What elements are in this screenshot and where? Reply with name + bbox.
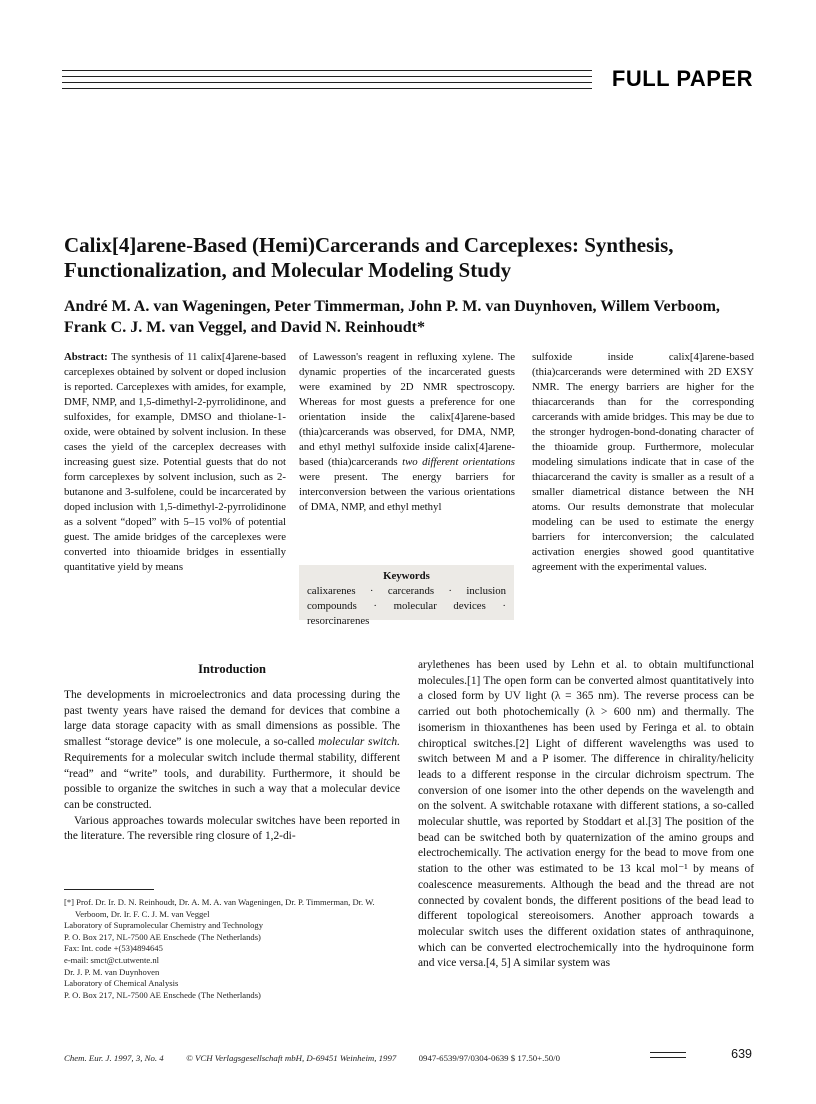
abstract-text-1: The synthesis of 11 calix[4]arene-based carceplexes obtained by solvent or doped inclusion is reported. Carceplexes with amides, for example, DMF, NMP, and 1,5-dimethyl-2-pyrrolidinone, and sulfoxides, for example, DMSO and thiolane-1-oxide, were obtained by solvent inclusion. In these cases the yield of the carceplex decreases with increasing guest size. Potential guests that do not form carceplexes by solvent inclusion, such as 2-butanone and 3-sulfolene, could be incarcerated by doped inclusion with 1,5-dimethyl-2-pyrrolidinone as a solvent “doped” with 5–15 vol% of potential guest. The amide bridges of the carceplexes were converted into thioamide bridges in essentially quantitative yield by means [64,351,286,573]
header-rule-3 [62,82,592,83]
intro-left-column [64,688,400,845]
footnote-line-1: [*] Prof. Dr. Ir. D. N. Reinhoudt, Dr. A. M. A. van Wageningen, Dr. P. Timmerman, Dr. W. Verboom, Dr. Ir. F. C. J. M. van Veggel [64,897,375,919]
author-footnote [64,897,400,1001]
header-rule-1 [62,70,592,71]
page-footer [64,1053,754,1063]
footnote-line-6: Dr. J. P. M. van Duynhoven [64,966,160,977]
keywords-list: calixarenes · carcerands · inclusion compounds · molecular devices · resorcinarenes [307,585,506,627]
abstract-text-3: sulfoxide inside calix[4]arene-based (thia)carcerands were determined with 2D EXSY NMR. The energy barriers are higher for the thiacarcerands than for the corresponding carcerands with amide bridges. This may be due to the stronger hydrogen-bond-donating character of the thioamide group. Furthermore, molecular modeling simulations indicate that in case of the thiacarcerand the cavity is smaller as a result of a smaller diametrical distance between the NH atoms. Our results demonstrate that molecular modeling can be used to estimate the energy barriers for interconversion; the calculated activation energies showed good quantitative agreement with the experimental values. [532,351,754,573]
intro-left-p1b: Requirements for a molecular switch include thermal stability, different “read” and “write” tools, and durability. Furthermore, it should be possible to organize the switches in such a way that a molecular device can be constructed. [64,751,400,811]
footnote-line-5: e-mail: smct@ct.utwente.nl [64,954,160,965]
section-header-label: FULL PAPER [611,66,753,91]
footnote-line-8: P. O. Box 217, NL-7500 AE Enschede (The Netherlands) [64,989,261,1000]
abstract-column-3 [532,350,754,575]
footnote-rule [64,889,154,890]
intro-left-p1-italic: molecular switch. [318,736,400,749]
intro-left-p2: Various approaches towards molecular switches have been reported in the literature. The reversible ring closure of 1,2-di- [64,814,400,843]
footnote-line-3: P. O. Box 217, NL-7500 AE Enschede (The Netherlands) [64,931,261,942]
intro-right-column [418,658,754,972]
footer-journal: Chem. Eur. J. 1997, 3, No. 4 [64,1053,164,1063]
abstract-text-2-italic: two different orientations [402,456,515,468]
abstract-text-2a: of Lawesson's reagent in refluxing xylene. The dynamic properties of the incarcerated guests were examined by 2D NMR spectroscopy. Whereas for most guests a preference for one orientation inside the calix[4]arene-based (thia)carcerands was observed, for DMA, NMP, and ethyl methyl sulfoxide inside calix[4]arene-based (thia)carcerands [299,351,515,468]
footnote-line-7: Laboratory of Chemical Analysis [64,978,179,989]
page-number: 639 [731,1047,752,1061]
abstract-column-1 [64,350,286,575]
abstract-label: Abstract: [64,351,108,363]
footnote-line-2: Laboratory of Supramolecular Chemistry and Technology [64,920,263,931]
footnote-line-4: Fax: Int. code +(53)4894645 [64,943,163,954]
introduction-heading: Introduction [198,662,266,676]
keywords-title: Keywords [383,570,430,582]
header-rule-2 [62,76,592,77]
keywords-box [299,565,514,627]
footer-code: 0947-6539/97/0304-0639 $ 17.50+.50/0 [418,1053,560,1063]
intro-right-text: arylethenes has been used by Lehn et al. to obtain multifunctional molecules.[1] The open form can be converted almost quantitatively into a closed form by UV light (λ = 365 nm). The reverse process can be carried out both photochemically (λ > 600 nm) and thermally. The isomerism in thioxanthenes has been used by Feringa et al. to obtain chiroptical switches.[2] Light of different wavelengths was used to switch between M and a P isomer. The difference in chirality/helicity leads to a different response in the circular dichroism spectrum. The conversion of one isomer into the other depends on the wavelength and on the solvent. A switchable rotaxane with different stations, a so-called molecular shuttle, was reported by Stoddart et al.[3] The position of the bead can be switched both by quaternization of the amino groups and electrochemically. The activation energy for the bead to move from one station to the other was estimated to be 13 kcal mol⁻¹ by means of coalescence measurements. Although the bead and the thread are not connected by covalent bonds, the different positions of the bead lead to different topological stereoisomers. Another approach towards a molecular switch uses the different oxidation states of anthraquinone, which can be converted electrochemically into the hydroquinone form and vice versa.[4, 5] A similar system was [418,659,754,970]
article-title: Calix[4]arene-Based (Hemi)Carcerands and Carceplexes: Synthesis, Functionalization, and Molecular Modeling Study [64,233,674,282]
abstract-text-2b: were present. The energy barriers for interconversion between the various orientations of DMA, NMP, and ethyl methyl [299,471,515,513]
header-rule-4 [62,88,592,89]
footer-publisher: © VCH Verlagsgesellschaft mbH, D-69451 Weinheim, 1997 [186,1053,397,1063]
intro-left-p1a: The developments in microelectronics and data processing during the past twenty years have raised the demand for devices that combine a large data storage capacity with as small dimensions as possible. The smallest “storage device” is one molecule, a so-called [64,689,400,749]
article-authors: André M. A. van Wageningen, Peter Timmerman, John P. M. van Duynhoven, Willem Verboom, Frank C. J. M. van Veggel, and David N. Reinhoudt* [64,298,720,336]
footer-rule-1 [650,1052,686,1053]
abstract-column-2 [299,350,515,515]
footer-rule-2 [650,1057,686,1058]
